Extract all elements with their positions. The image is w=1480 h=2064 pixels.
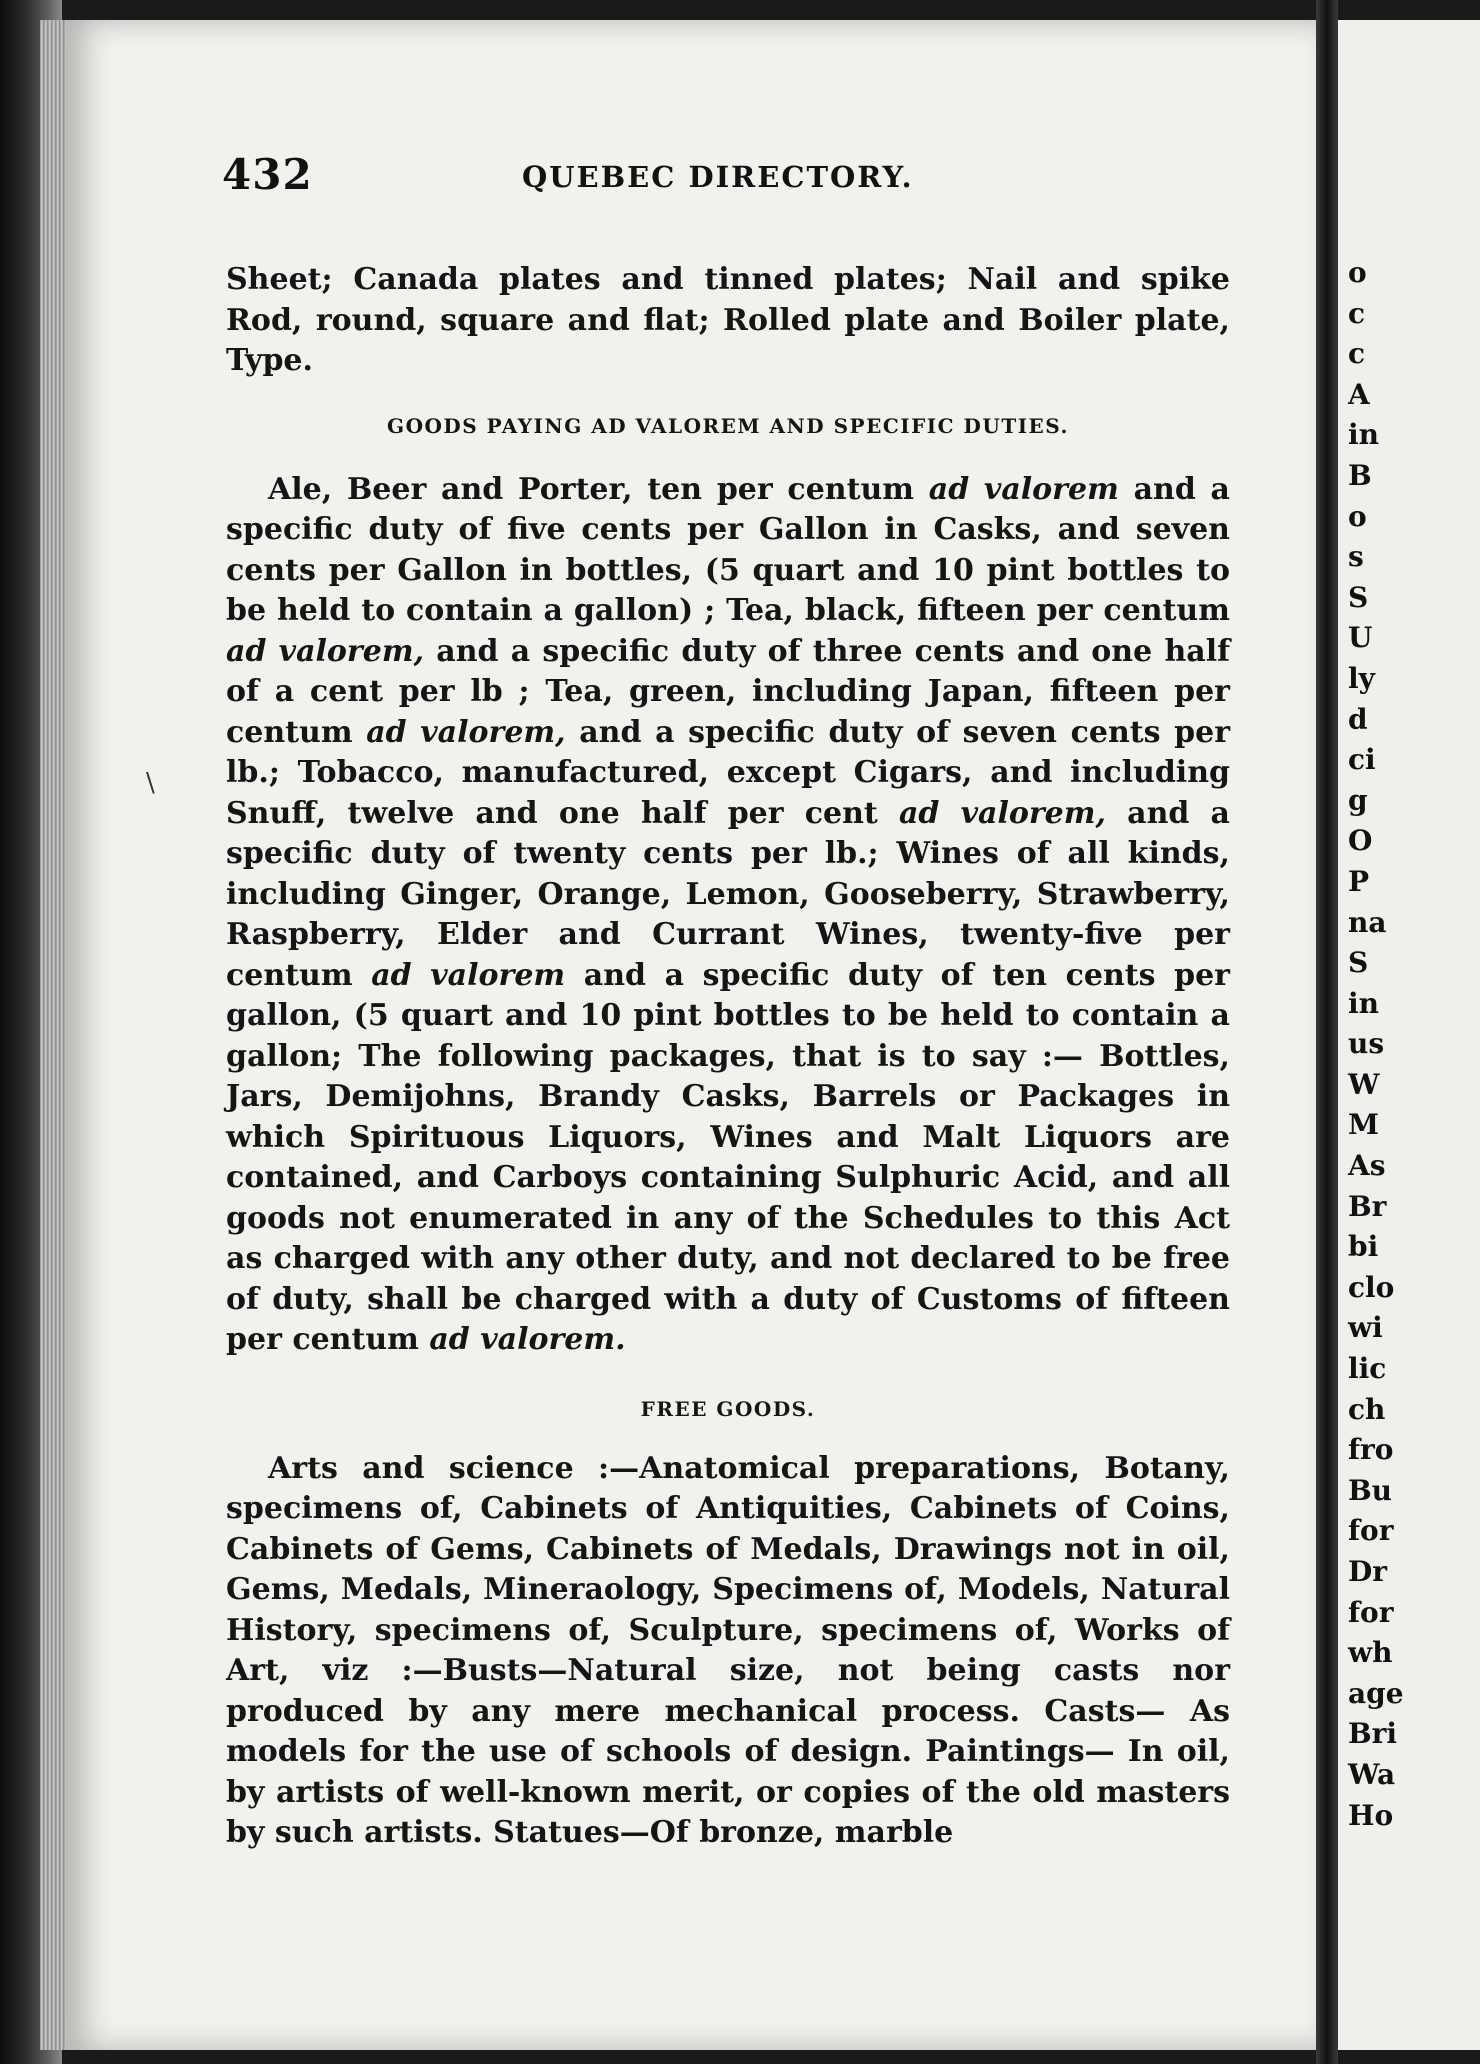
facing-line-fragment: M [1348, 1108, 1379, 1142]
facing-line-fragment: d [1348, 702, 1368, 736]
facing-line-fragment: in [1348, 418, 1379, 452]
facing-line-fragment: lic [1348, 1352, 1387, 1386]
italic-run: ad valorem. [429, 1322, 626, 1357]
facing-line-fragment: Wa [1348, 1757, 1396, 1791]
italic-run: ad valorem, [898, 795, 1106, 831]
facing-line-fragment: Bu [1348, 1473, 1393, 1507]
facing-line-fragment: o [1348, 499, 1367, 533]
facing-line-fragment: c [1348, 296, 1366, 330]
section-heading-free-goods: FREE GOODS. [640, 1396, 816, 1421]
facing-line-fragment: Dr [1348, 1555, 1388, 1588]
text-run: and a specific duty of three cents and one half of a cent per lb ; Tea, green, including Japan, fifteen per centum [226, 633, 1230, 750]
facing-line-fragment: s [1348, 540, 1364, 574]
facing-line-fragment: As [1348, 1149, 1386, 1183]
facing-line-fragment: S [1348, 580, 1369, 614]
section-heading-ad-valorem: GOODS PAYING AD VALOREM AND SPECIFIC DUTIES. [387, 413, 1069, 438]
free-goods-paragraph: Arts and science :—Anatomical preparations, Botany, specimens of, Cabinets of Antiquities, Cabinets of Coins, Cabinets of Gems, Cabinets of Medals, Drawings not in oil, Gems, Medals, Mineraology, Specimens of, Models, Natural History, specimens of, Sculpture, specimens of, Works of Art, viz :—Busts—Natural size, not being casts nor produced by any mere mechanical process. Casts— As models for the use of schools of design. Paintings— In oil, by artists of well-known merit, or copies of the old masters by such artists. Statues—Of bronze, marble [226, 1450, 1230, 1850]
page-edges [40, 20, 66, 2050]
facing-line-fragment: wh [1348, 1636, 1393, 1670]
text-run: and a specific duty of ten cents per gallon, (5 quart and 10 pint bottles to be held to contain a gallon; The following packages, that is to say :— Bottles, Jars, Demijohns, Brandy Casks, Barrels or Packages in which Spirituous Liquors, Wines and Malt Liquors are contained, and Carboys containing Sulphuric Acid, and all goods not enumerated in any of the Schedules to this Act as charged with any other duty, and not declared to be free of duty, shall be charged with a duty of Customs of fifteen per centum [226, 957, 1230, 1357]
facing-line-fragment: in [1348, 986, 1379, 1020]
facing-line-fragment: ci [1348, 743, 1376, 777]
facing-line-fragment: wi [1348, 1311, 1383, 1345]
text-run: and a specific duty of seven cents per lb.; Tobacco, manufactured, except Cigars, and including Snuff, twelve and one half per cent [226, 714, 1231, 831]
facing-line-fragment: for [1348, 1514, 1394, 1548]
facing-line-fragment: g [1348, 783, 1368, 817]
facing-line-fragment: for [1348, 1595, 1394, 1629]
page-header [222, 150, 1232, 210]
facing-line-fragment: O [1348, 824, 1373, 858]
facing-line-fragment: A [1348, 377, 1370, 411]
facing-line-fragment: W [1348, 1067, 1380, 1101]
intro-paragraph: Sheet; Canada plates and tinned plates; Nail and spike Rod, round, square and flat; Rolled plate and Boiler plate, Type. [226, 262, 1230, 378]
book-gutter [1316, 0, 1338, 2064]
margin-mark: \ [146, 768, 155, 798]
facing-line-fragment: c [1348, 337, 1366, 371]
facing-line-fragment: B [1348, 458, 1372, 492]
italic-run: ad valorem, [366, 714, 566, 750]
facing-line-fragment: P [1348, 864, 1370, 898]
facing-line-fragment: bi [1348, 1230, 1379, 1264]
facing-page [1338, 20, 1480, 2050]
facing-line-fragment: S [1348, 946, 1369, 980]
facing-line-fragment: Bri [1348, 1717, 1398, 1751]
facing-line-fragment: na [1348, 905, 1387, 939]
running-title: QUEBEC DIRECTORY. [522, 160, 914, 194]
facing-line-fragment: fro [1348, 1433, 1394, 1467]
facing-line-fragment: clo [1348, 1270, 1395, 1304]
italic-run: ad valorem [371, 957, 566, 993]
page-number: 432 [222, 150, 313, 199]
facing-page-fragments [1348, 253, 1404, 1836]
text-run: Ale, Beer and Porter, ten per centum [268, 471, 929, 507]
text-run: and a specific duty of twenty cents per lb.; Wines of all kinds, including Ginger, Orange, Lemon, Gooseberry, Strawberry, Raspberry, Elder and Currant Wines, twenty-five per centum [226, 795, 1230, 993]
facing-line-fragment: U [1348, 621, 1373, 655]
facing-line-fragment: ch [1348, 1392, 1386, 1426]
facing-line-fragment: Ho [1348, 1798, 1394, 1832]
page-body [226, 260, 1230, 1854]
facing-line-fragment: Br [1348, 1189, 1387, 1223]
facing-line-fragment: us [1348, 1027, 1385, 1061]
facing-line-fragment: o [1348, 256, 1367, 289]
facing-line-fragment: age [1348, 1676, 1404, 1710]
facing-line-fragment: ly [1348, 661, 1375, 695]
italic-run: ad valorem, [226, 633, 425, 669]
italic-run: ad valorem [928, 471, 1119, 507]
duties-paragraph [226, 470, 1230, 1361]
text-run: and a specific duty of five cents per Gallon in Casks, and seven cents per Gallon in bottles, (5 quart and 10 pint bottles to be held to contain a gallon) ; Tea, black, fifteen per centum [226, 471, 1230, 628]
